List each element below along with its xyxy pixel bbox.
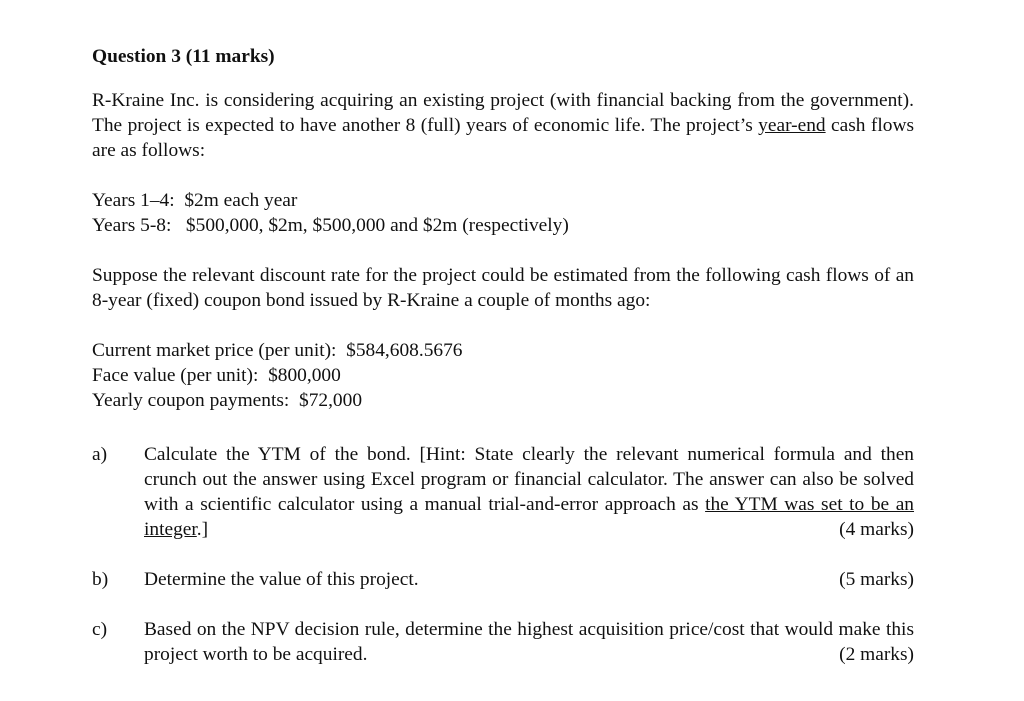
intro-underlined-term: year-end	[758, 115, 826, 136]
part-marks: (2 marks)	[839, 644, 914, 665]
question-title: Question 3 (11 marks)	[92, 46, 275, 67]
question-part-c	[92, 617, 914, 667]
part-text: Calculate the YTM of the bond. [Hint: State clearly the relevant numerical formula and then crunch out the answer using Excel program or financial calculator. The answer can also be solved with a scientific calculator using a manual trial-and-error approach as	[144, 444, 914, 515]
bond-row	[92, 363, 914, 388]
cash-flow-row	[92, 213, 914, 238]
cash-flow-row	[92, 188, 914, 213]
bond-label: Face value (per unit):	[92, 365, 259, 386]
discount-rate-paragraph: Suppose the relevant discount rate for the project could be estimated from the following cash flows of an 8-year (fixed) coupon bond issued by R-Kraine a couple of months ago:	[92, 265, 914, 311]
bond-row	[92, 338, 914, 363]
part-text: Determine the value of this project.	[144, 569, 419, 590]
part-marks: (5 marks)	[839, 569, 914, 590]
part-label: a)	[92, 444, 108, 465]
part-label: c)	[92, 619, 108, 640]
cash-flow-label: Years 5-8:	[92, 215, 172, 236]
part-text-end: .]	[196, 519, 209, 540]
cash-flow-value: $2m each year	[184, 190, 298, 211]
part-underlined-text: the YTM was set to be an integer	[144, 494, 915, 540]
part-text: Based on the NPV decision rule, determine the highest acquisition price/cost that would make this project worth to be acquired.	[144, 619, 914, 665]
cash-flow-value: $500,000, $2m, $500,000 and $2m (respectively)	[185, 215, 569, 236]
question-part-b	[92, 567, 914, 592]
bond-details	[92, 338, 914, 413]
bond-row	[92, 388, 914, 413]
question-part-a	[92, 442, 914, 542]
question-document	[92, 44, 914, 667]
bond-label: Yearly coupon payments:	[92, 390, 290, 411]
bond-value: $584,608.5676	[346, 340, 463, 361]
intro-text-start: R-Kraine Inc. is considering acquiring an existing project (with financial backing from the government). The project is expected to have another 8 (full) years of economic life. The project’s	[92, 90, 914, 136]
cash-flow-label: Years 1–4:	[92, 190, 175, 211]
bond-value: $72,000	[299, 390, 363, 411]
bond-label: Current market price (per unit):	[92, 340, 337, 361]
intro-text-end: cash flows are as follows:	[92, 115, 914, 161]
part-label: b)	[92, 569, 109, 590]
part-marks: (4 marks)	[839, 519, 914, 540]
intro-paragraph	[92, 88, 914, 163]
cash-flow-list	[92, 188, 914, 238]
bond-value: $800,000	[268, 365, 341, 386]
